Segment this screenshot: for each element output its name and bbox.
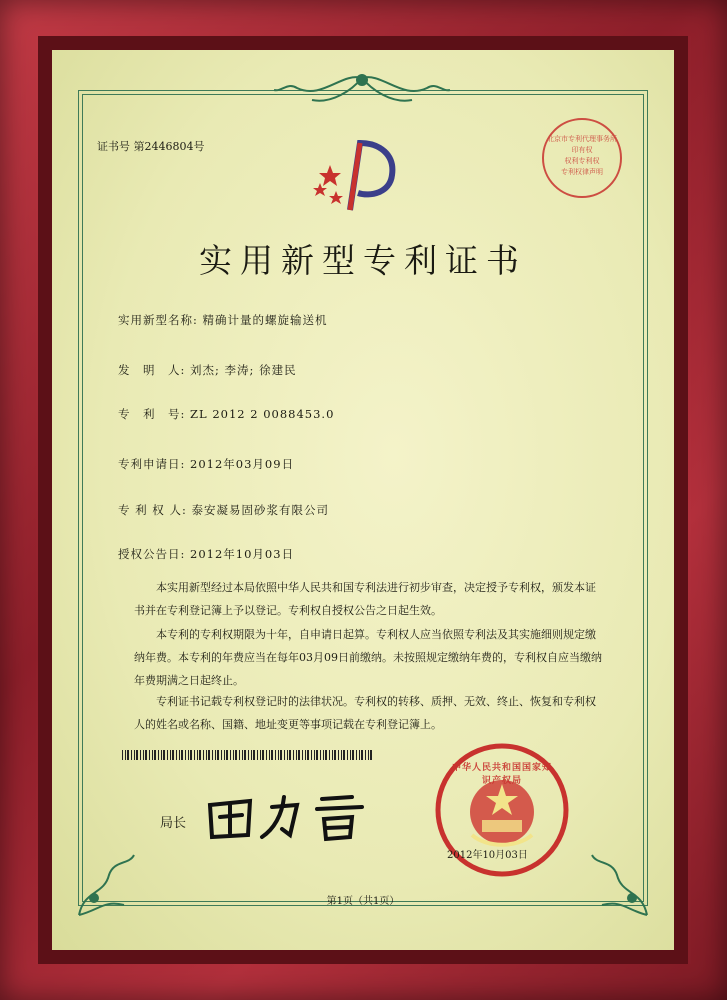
certificate-number-value: 第2446804号 xyxy=(133,140,205,153)
official-seal-text: 中华人民共和国国家知识产权局 xyxy=(451,763,552,786)
seal-date: 2012年10月03日 xyxy=(447,850,528,861)
field-grant-date xyxy=(118,546,294,562)
field-value: 泰安凝易固砂浆有限公司 xyxy=(191,503,329,517)
field-label: 专 利 权 人: xyxy=(118,503,187,517)
corner-stamp-line: 权利专利权 xyxy=(564,157,600,165)
bottom-right-ornament-icon xyxy=(582,850,652,920)
paragraph: 专利证书记载专利权登记时的法律状况。专利权的转移、质押、无效、终止、恢复和专利权人的姓名或名称、国籍、地址变更等事项记载在专利登记簿上。 xyxy=(134,695,596,731)
field-value: 2012年10月03日 xyxy=(190,547,295,561)
field-patent-number xyxy=(118,406,334,422)
corner-stamp-line: 北京市专利代理事务所 xyxy=(547,135,617,143)
corner-stamp xyxy=(542,118,622,198)
field-label: 专 利 号: xyxy=(118,407,186,421)
field-utility-name xyxy=(118,312,328,328)
field-value: 刘杰; 李涛; 徐建民 xyxy=(190,363,297,377)
bottom-left-ornament-icon xyxy=(74,850,144,920)
barcode xyxy=(122,750,372,760)
field-label: 专利申请日: xyxy=(118,457,186,471)
page-number: 第1页（共1页） xyxy=(326,896,400,907)
field-patentee xyxy=(118,502,329,518)
field-value: 精确计量的螺旋输送机 xyxy=(202,313,328,327)
field-label: 授权公告日: xyxy=(118,547,186,561)
field-value: 2012年03月09日 xyxy=(190,457,295,471)
field-label: 发 明 人: xyxy=(118,363,186,377)
paragraph: 本实用新型经过本局依照中华人民共和国专利法进行初步审查，决定授予专利权，颁发本证书并在专利登记簿上予以登记。专利权自授权公告之日起生效。 xyxy=(134,581,596,617)
field-value: ZL 2012 2 0088453.0 xyxy=(190,407,335,421)
field-label: 实用新型名称: xyxy=(118,313,198,327)
paragraph: 本专利的专利权期限为十年，自申请日起算。专利权人应当依照专利法及其实施细则规定缴纳年费。本专利的年费应当在每年03月09日前缴纳。未按照规定缴纳年费的，专利权自应当缴纳年费期满之日起终止。 xyxy=(134,628,602,687)
corner-stamp-line: 印有权 xyxy=(571,146,593,154)
field-application-date xyxy=(118,456,294,472)
certificate-number-label: 证书号 xyxy=(97,140,130,153)
corner-stamp-line: 专利权律声明 xyxy=(561,168,603,176)
field-inventors xyxy=(118,362,297,378)
certificate-paper xyxy=(52,50,674,950)
director-signature xyxy=(202,785,372,845)
director-label: 局长 xyxy=(160,816,187,831)
patent-office-logo-icon xyxy=(310,135,410,215)
top-ornament-icon xyxy=(272,70,452,110)
certificate-number xyxy=(97,138,205,154)
certificate-title: 实用新型专利证书 xyxy=(199,241,527,280)
